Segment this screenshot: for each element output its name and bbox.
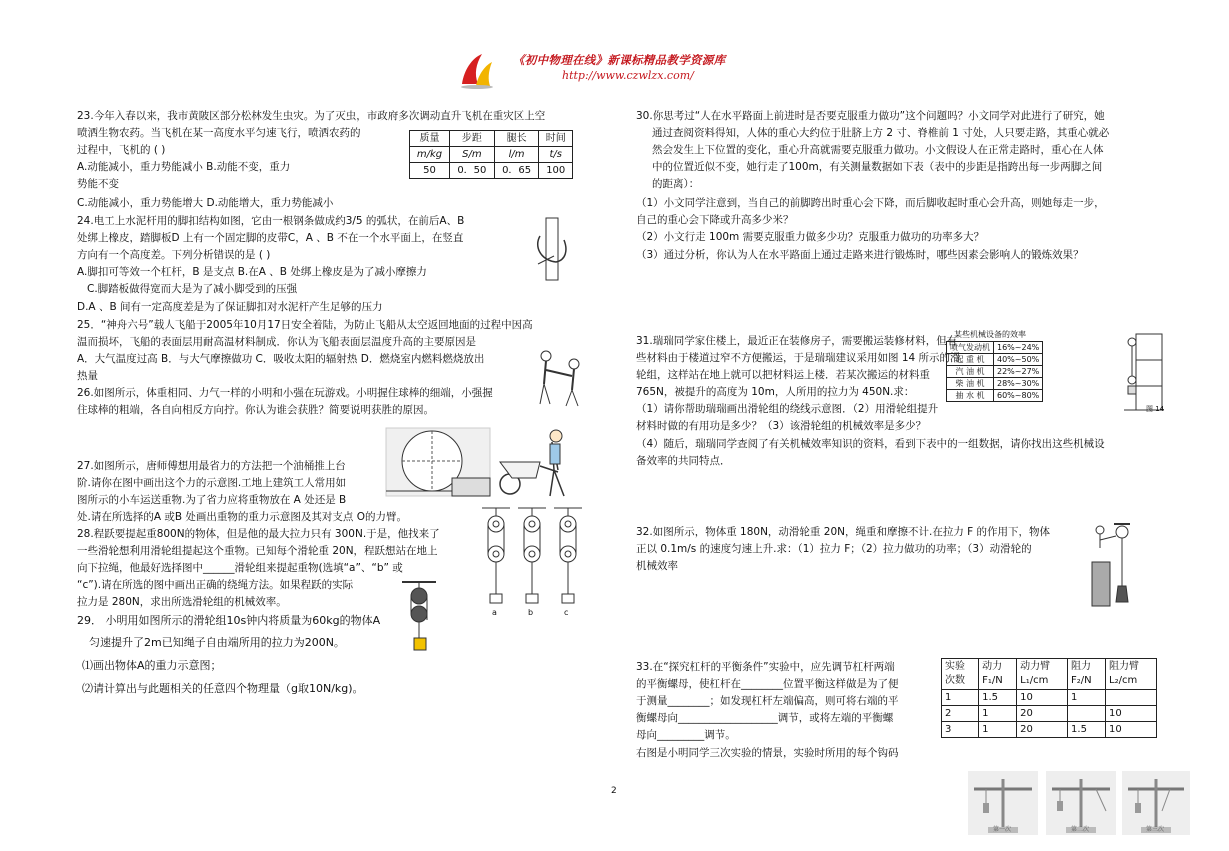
table-header: 阻力臂 L₂/cm	[1106, 659, 1157, 690]
q29-line1: 29． 小明用如图所示的滑轮组10s钟内将质量为60kg的物体A	[77, 614, 381, 627]
table-cell: 50	[410, 163, 450, 179]
q23-line3: 过程中，飞机的 ( )	[77, 144, 166, 156]
person-pulley-figure	[1090, 522, 1132, 608]
pulley-lift-figure	[402, 580, 438, 656]
table-header: 时间	[539, 131, 573, 147]
q25-line2: 温而损坏，飞船的表面层用耐高温材料制成．你认为飞船表面层温度升高的主要原因是	[77, 336, 476, 348]
q31-line3: 轮组，这样站在地上就可以把材料运上楼．若某次搬运的材料重	[636, 369, 930, 381]
q31-line5: （1）请你帮助瑞瑞画出滑轮组的绕线示意图．（2）用滑轮组提升	[636, 403, 939, 415]
table-unit: t/s	[539, 147, 573, 163]
table-cell: 0．65	[494, 163, 539, 179]
q31-line6: 材料时做的有用功是多少？（3）该滑轮组的机械效率是多少？	[636, 420, 927, 432]
q31-line7: （4）随后，瑞瑞同学查阅了有关机械效率知识的资料，看到下表中的一组数据，请你找出这些机械设	[636, 438, 1105, 450]
table-cell	[1068, 706, 1106, 722]
foot-clamp-figure	[536, 216, 570, 282]
q23-line2: 喷洒生物农药。当飞机在某一高度水平匀速飞行，喷洒农药的	[77, 127, 361, 139]
q24-line2: 处绑上橡皮，踏脚板D 上有一个固定脚的皮带C，A 、B 不在一个水平面上，在竖直	[77, 232, 464, 244]
q25-line1: 25．“神舟六号”载人飞船于2005年10月17日安全着陆，为防止飞船从太空返回地面的过程中因高	[77, 319, 533, 331]
q24-line5: C.脚踏板做得宽而大是为了减小脚受到的压强	[87, 283, 298, 295]
q33-line6: 右图是小明同学三次实验的情景，实验时所用的每个钩码	[636, 747, 899, 759]
table-cell: 1	[979, 722, 1017, 738]
table-unit: S/m	[449, 147, 494, 163]
q28-line4: “c”).请在所选的图中画出正确的绕绳方法。如果程跃的实际	[77, 579, 354, 591]
table-cell: 起 重 机	[947, 354, 994, 366]
table-cell: 1.5	[979, 690, 1017, 706]
table-cell: 40%~50%	[994, 354, 1043, 366]
table-cell: 10	[1017, 690, 1068, 706]
q31-line8: 备效率的共同特点．	[636, 455, 731, 467]
q30-line6: （1）小文同学注意到，当自己的前脚跨出时重心会下降，而后脚收起时重心会升高，则她每走一步，	[636, 197, 1105, 209]
q33-line3: 于测量________；如发现杠杆左端偏高，则可将右端的平	[636, 695, 899, 707]
pulley-sets-figure	[478, 506, 590, 616]
table-cell: 1	[1068, 690, 1106, 706]
q30-line4: 中的位置近似不变，她行走了100m，有关测量数据如下表（表中的步距是指跨出每一步两脚之间	[652, 161, 1103, 173]
q28-line5: 拉力是 280N，求出所选滑轮组的机械效率。	[77, 596, 287, 608]
table-cell: 1	[942, 690, 979, 706]
table-cell: 100	[539, 163, 573, 179]
efficiency-table-title: 某些机械设备的效率	[954, 330, 1026, 339]
q24-line1: 24.电工上水泥杆用的脚扣结构如图，它由一根钢条做成约3/5 的弧状，在前后A、B	[77, 215, 465, 227]
oil-drum-step-figure	[386, 428, 492, 498]
q30-line5: 的距离）：	[652, 178, 700, 190]
table-cell: 0．50	[449, 163, 494, 179]
q28-line2: 一些滑轮想利用滑轮组提起这个重物。已知每个滑轮重 20N，程跃想站在地上	[77, 545, 438, 557]
q24-line6: D.A 、B 间有一定高度差是为了保证脚扣对水泥杆产生足够的压力	[77, 301, 383, 313]
q31-line4: 765N，被提升的高度为 10m，人所用的拉力为 450N.求：	[636, 386, 915, 398]
table-header: 阻力 F₂/N	[1068, 659, 1106, 690]
table-cell: 20	[1017, 706, 1068, 722]
table-header: 动力 F₁/N	[979, 659, 1017, 690]
lever-photo-2-label: 第二次	[1071, 826, 1090, 833]
table-cell: 1	[979, 706, 1017, 722]
q26-line2: 住球棒的粗端，各自向相反方向拧。你认为谁会获胜？简要说明获胜的原因。	[77, 404, 434, 416]
q25-line4: 热量	[77, 370, 98, 382]
table-cell: 10	[1106, 722, 1157, 738]
table-cell: 3	[942, 722, 979, 738]
q30-line8: （2）小文行走 100m 需要克服重力做多少功？克服重力做功的功率多大？	[636, 231, 985, 243]
q30-line2: 通过查阅资料得知，人体的重心大约位于肚脐上方 2 寸、脊椎前 1 寸处，人只要走路，其重心就必	[652, 127, 1110, 139]
q30-line3: 然会发生上下位置的变化，重心升高就需要克服重力做功。小文假设人在正常走路时，重心在人体	[652, 144, 1104, 156]
q27-line4: 处.请在所选择的A 或B 处画出重物的重力示意图及其对支点 O的力臂。	[77, 511, 408, 523]
lever-experiment-table	[941, 658, 1157, 738]
pulley-label-a: a	[492, 608, 497, 617]
header-url: http://www.czwlzx.com/	[562, 69, 694, 82]
table-header: 质量	[410, 131, 450, 147]
table-cell: 抽 水 机	[947, 390, 994, 402]
table-cell: 16%~24%	[994, 342, 1043, 354]
table-cell: 20	[1017, 722, 1068, 738]
q33-line4: 衡螺母向___________________调节，或将左端的平衡螺	[636, 712, 894, 724]
q23-line5: 势能不变	[77, 178, 119, 190]
table-cell: 60%~80%	[994, 390, 1043, 402]
q32-line2: 正以 0.1m/s 的速度匀速上升.求：（1）拉力 F；（2）拉力做功的功率；（3）动滑轮的	[636, 543, 1032, 555]
table-cell	[1106, 690, 1157, 706]
q32-line3: 机械效率	[636, 560, 678, 572]
table-unit: m/kg	[410, 147, 450, 163]
pulley-label-b: b	[528, 608, 534, 617]
q29-line4: ⑵请计算出与此题相关的任意四个物理量（g取10N/kg)。	[82, 682, 364, 695]
page-number: 2	[611, 786, 617, 796]
header-title: 《初中物理在线》新课标精品教学资源库	[513, 53, 726, 67]
logo-icon	[458, 50, 496, 90]
q25-line3: A．大气温度过高 B．与大气摩擦做功 C．吸收太阳的辐射热 D．燃烧室内燃料燃烧放出	[77, 353, 485, 365]
table-header: 实验 次数	[942, 659, 979, 690]
table-cell: 柴 油 机	[947, 378, 994, 390]
q27-line2: 阶.请你在图中画出这个力的示意图.工地上建筑工人常用如	[77, 477, 347, 489]
q30-line1: 30.你思考过“人在水平路面上前进时是否要克服重力做功”这个问题吗？小文同学对此进行了研究，她	[636, 110, 1105, 122]
figure-14-label: 图 14	[1146, 405, 1165, 413]
lever-photo-1-label: 第一次	[993, 826, 1012, 833]
q28-line1: 28.程跃要提起重800N的物体，但是他的最大拉力只有 300N.于是，他找来了	[77, 528, 440, 540]
table-cell: 10	[1106, 706, 1157, 722]
q31-line2: 些材料由于楼道过窄不方便搬运，于是瑞瑞建议采用如图 14 所示的滑	[636, 352, 961, 364]
table-cell: 1.5	[1068, 722, 1106, 738]
q24-line4: A.脚扣可等效一个杠杆，B 是支点 B.在A 、B 处绑上橡皮是为了减小摩擦力	[77, 266, 427, 278]
q33-line2: 的平衡螺母，使杠杆在________位置平衡这样做是为了便	[636, 678, 899, 690]
q23-line1: 23.今年入春以来，我市黄陂区部分松林发生虫灾。为了灭虫，市政府多次调动直升飞机在重灾区上空	[77, 110, 546, 122]
q29-line3: ⑴画出物体A的重力示意图；	[82, 659, 222, 672]
building-pulley-figure	[1124, 332, 1164, 416]
q33-line1: 33.在“探究杠杆的平衡条件”实验中，应先调节杠杆两端	[636, 661, 895, 673]
efficiency-table	[946, 341, 1043, 402]
q23-line4: A.动能减小，重力势能减小 B.动能不变，重力	[77, 161, 291, 173]
q30-line7: 自己的重心会下降或升高多少米？	[636, 214, 794, 226]
q27-line3: 图所示的小车运送重物.为了省力应将重物放在 A 处还是 B	[77, 494, 347, 506]
wheelbarrow-worker-figure	[496, 426, 580, 500]
q23-line6: C.动能减小，重力势能增大 D.动能增大，重力势能减小	[77, 197, 334, 209]
q32-line1: 32.如图所示，物体重 180N，动滑轮重 20N，绳重和摩擦不计.在拉力 F 的作用下，物体	[636, 526, 1051, 538]
table-header: 动力臂 L₁/cm	[1017, 659, 1068, 690]
q26-line1: 26.如图所示，体重相同、力气一样的小明和小强在玩游戏。小明握住球棒的细端，小强握	[77, 387, 493, 399]
q30-line9: （3）通过分析，你认为人在水平路面上通过走路来进行锻炼时，哪些因素会影响人的锻炼效果？	[636, 249, 1084, 261]
q28-line3: 向下拉绳，他最好选择图中______滑轮组来提起重物(选填“a”、“b” 或	[77, 562, 403, 574]
table-cell: 2	[942, 706, 979, 722]
q31-line1: 31.瑞瑞同学家住楼上，最近正在装修房子，需要搬运装修材料，但有	[636, 335, 958, 347]
table-unit: l/m	[494, 147, 539, 163]
table-cell: 汽 油 机	[947, 366, 994, 378]
walking-data-table	[409, 130, 573, 179]
q33-line5: 母向_________调节。	[636, 729, 736, 741]
table-cell: 22%~27%	[994, 366, 1043, 378]
table-cell: 喷气发动机	[947, 342, 994, 354]
q29-line2: 匀速提升了2m已知绳子自由端所用的拉力为200N。	[89, 636, 345, 649]
q27-line1: 27.如图所示，唐师傅想用最省力的方法把一个油桶推上台	[77, 460, 346, 472]
table-header: 腿长	[494, 131, 539, 147]
lever-photo-3-label: 第三次	[1146, 826, 1165, 833]
table-cell: 28%~30%	[994, 378, 1043, 390]
q24-line3: 方向有一个高度差。下列分析错误的是 ( )	[77, 249, 271, 261]
pulley-label-c: c	[564, 608, 569, 617]
table-header: 步距	[449, 131, 494, 147]
kids-twisting-bat-figure	[536, 348, 584, 408]
